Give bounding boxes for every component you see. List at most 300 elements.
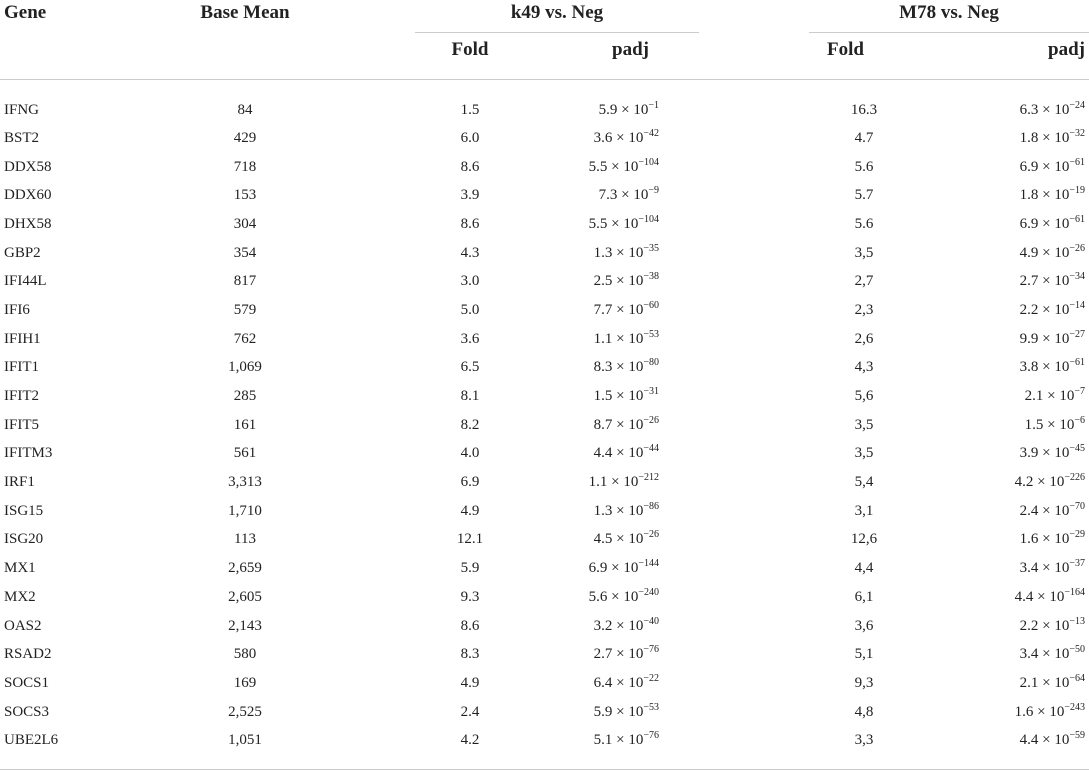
fold-m78-value: 6,1 <box>854 588 874 605</box>
spacer-cell <box>365 296 415 325</box>
gene-name: MX2 <box>4 588 36 605</box>
col-header-padj-k49: padj <box>525 33 699 80</box>
padj-k49-cell <box>525 554 699 583</box>
base-mean-cell <box>125 354 365 383</box>
spacer-cell <box>699 80 809 125</box>
base-mean-value: 1,069 <box>228 359 262 376</box>
padj-k49-mantissa: 5.6 × 10 <box>588 588 639 605</box>
padj-m78-cell <box>919 210 1089 239</box>
fold-m78-value: 4.7 <box>854 129 874 146</box>
padj-k49-exponent: −35 <box>643 242 659 254</box>
table-row <box>0 267 1089 296</box>
spacer-cell <box>365 497 415 526</box>
spacer-cell <box>699 296 809 325</box>
padj-k49-mantissa: 1.3 × 10 <box>593 244 644 261</box>
padj-k49-cell <box>525 669 699 698</box>
gene-name: IFIT1 <box>4 359 39 376</box>
fold-m78-cell <box>809 124 919 153</box>
spacer-cell <box>699 153 809 182</box>
padj-m78-cell <box>919 669 1089 698</box>
padj-k49-exponent: −38 <box>643 271 659 283</box>
padj-k49-exponent: −104 <box>638 213 659 225</box>
base-mean-value: 2,143 <box>228 617 262 634</box>
fold-k49-cell <box>415 210 525 239</box>
gene-name: IFI6 <box>4 301 30 318</box>
base-mean-cell <box>125 526 365 555</box>
base-mean-cell <box>125 296 365 325</box>
padj-m78-mantissa: 6.9 × 10 <box>1019 158 1070 175</box>
header-spacer <box>699 0 809 33</box>
padj-m78-cell <box>919 612 1089 641</box>
padj-k49-cell <box>525 354 699 383</box>
padj-k49-exponent: −9 <box>648 185 659 197</box>
padj-m78-cell <box>919 440 1089 469</box>
fold-k49-value: 6.9 <box>460 474 480 491</box>
padj-m78-cell <box>919 296 1089 325</box>
spacer-cell <box>365 153 415 182</box>
gene-cell <box>0 526 125 555</box>
padj-k49-mantissa: 5.9 × 10 <box>598 101 649 118</box>
padj-m78-mantissa: 6.9 × 10 <box>1019 215 1070 232</box>
table-row <box>0 669 1089 698</box>
padj-m78-mantissa: 4.4 × 10 <box>1014 588 1065 605</box>
table-row <box>0 612 1089 641</box>
header-row-subcolumns <box>0 33 1089 80</box>
padj-k49-cell <box>525 325 699 354</box>
fold-k49-cell <box>415 726 525 769</box>
fold-m78-value: 5.6 <box>854 215 874 232</box>
padj-k49-mantissa: 5.9 × 10 <box>593 703 644 720</box>
fold-k49-cell <box>415 497 525 526</box>
fold-m78-value: 3,5 <box>854 416 874 433</box>
gene-cell <box>0 124 125 153</box>
fold-m78-cell <box>809 554 919 583</box>
spacer-cell <box>365 554 415 583</box>
padj-k49-cell <box>525 583 699 612</box>
table-row <box>0 296 1089 325</box>
spacer-cell <box>699 267 809 296</box>
base-mean-value: 579 <box>233 301 257 318</box>
base-mean-value: 153 <box>233 187 257 204</box>
padj-m78-exponent: −29 <box>1069 529 1086 541</box>
padj-m78-exponent: −7 <box>1074 386 1086 398</box>
base-mean-cell <box>125 153 365 182</box>
gene-cell <box>0 640 125 669</box>
fold-m78-value: 3,3 <box>854 732 874 749</box>
spacer-cell <box>365 583 415 612</box>
padj-k49-exponent: −212 <box>638 472 659 484</box>
base-mean-value: 762 <box>233 330 257 347</box>
spacer-cell <box>699 468 809 497</box>
fold-k49-value: 4.0 <box>460 445 480 462</box>
fold-m78-cell <box>809 612 919 641</box>
spacer-cell <box>699 382 809 411</box>
padj-m78-exponent: −61 <box>1069 156 1086 168</box>
fold-m78-cell <box>809 325 919 354</box>
gene-cell <box>0 181 125 210</box>
base-mean-cell <box>125 468 365 497</box>
gene-name: RSAD2 <box>4 646 52 663</box>
gene-name: SOCS3 <box>4 703 50 720</box>
gene-name: ISG15 <box>4 502 44 519</box>
fold-m78-value: 3,6 <box>854 617 874 634</box>
fold-m78-value: 4,3 <box>854 359 874 376</box>
base-mean-cell <box>125 181 365 210</box>
gene-cell <box>0 554 125 583</box>
spacer-cell <box>365 239 415 268</box>
spacer-cell <box>699 583 809 612</box>
fold-k49-value: 2.4 <box>460 703 480 720</box>
gene-name: DHX58 <box>4 215 52 232</box>
padj-m78-exponent: −13 <box>1069 615 1086 627</box>
fold-k49-cell <box>415 296 525 325</box>
fold-k49-value: 3.9 <box>460 187 480 204</box>
header-empty <box>125 33 365 80</box>
padj-k49-mantissa: 8.3 × 10 <box>593 359 644 376</box>
fold-k49-cell <box>415 354 525 383</box>
padj-m78-exponent: −34 <box>1069 271 1086 283</box>
padj-m78-mantissa: 2.2 × 10 <box>1019 301 1070 318</box>
padj-m78-exponent: −70 <box>1069 500 1086 512</box>
fold-k49-cell <box>415 411 525 440</box>
padj-m78-exponent: −27 <box>1069 328 1086 340</box>
padj-k49-cell <box>525 210 699 239</box>
padj-k49-cell <box>525 698 699 727</box>
padj-m78-cell <box>919 698 1089 727</box>
table-row <box>0 80 1089 125</box>
fold-m78-cell <box>809 210 919 239</box>
fold-k49-value: 4.2 <box>460 732 480 749</box>
base-mean-cell <box>125 669 365 698</box>
fold-k49-value: 5.9 <box>460 560 480 577</box>
spacer-cell <box>699 440 809 469</box>
padj-m78-exponent: −26 <box>1069 242 1086 254</box>
padj-k49-exponent: −26 <box>643 529 659 541</box>
fold-k49-value: 1.5 <box>460 101 480 118</box>
spacer-cell <box>365 382 415 411</box>
spacer-cell <box>365 698 415 727</box>
padj-k49-exponent: −60 <box>643 299 659 311</box>
base-mean-cell <box>125 411 365 440</box>
fold-m78-cell <box>809 239 919 268</box>
gene-cell <box>0 354 125 383</box>
fold-k49-value: 9.3 <box>460 588 480 605</box>
spacer-cell <box>699 497 809 526</box>
padj-k49-cell <box>525 497 699 526</box>
fold-k49-cell <box>415 239 525 268</box>
base-mean-cell <box>125 382 365 411</box>
padj-k49-mantissa: 2.7 × 10 <box>593 646 644 663</box>
padj-m78-exponent: −243 <box>1064 701 1086 713</box>
padj-m78-exponent: −45 <box>1069 443 1086 455</box>
gene-cell <box>0 210 125 239</box>
gene-cell <box>0 296 125 325</box>
padj-m78-cell <box>919 354 1089 383</box>
padj-k49-exponent: −44 <box>643 443 659 455</box>
gene-name: MX1 <box>4 560 36 577</box>
base-mean-cell <box>125 325 365 354</box>
base-mean-cell <box>125 210 365 239</box>
base-mean-cell <box>125 80 365 125</box>
base-mean-value: 354 <box>233 244 257 261</box>
table-row <box>0 354 1089 383</box>
padj-k49-mantissa: 5.5 × 10 <box>588 158 639 175</box>
padj-k49-mantissa: 3.2 × 10 <box>593 617 644 634</box>
gene-cell <box>0 726 125 769</box>
spacer-cell <box>699 698 809 727</box>
fold-m78-value: 5.6 <box>854 158 874 175</box>
fold-m78-value: 2,6 <box>854 330 874 347</box>
fold-k49-value: 5.0 <box>460 301 480 318</box>
fold-m78-value: 4,4 <box>854 560 874 577</box>
group-header-m78: M78 vs. Neg <box>809 0 1089 33</box>
base-mean-cell <box>125 726 365 769</box>
spacer-cell <box>699 669 809 698</box>
gene-cell <box>0 411 125 440</box>
fold-m78-cell <box>809 382 919 411</box>
padj-k49-exponent: −26 <box>643 414 659 426</box>
header-row-groups <box>0 0 1089 33</box>
padj-m78-cell <box>919 497 1089 526</box>
base-mean-value: 161 <box>233 416 257 433</box>
padj-m78-mantissa: 1.6 × 10 <box>1019 531 1070 548</box>
padj-k49-cell <box>525 382 699 411</box>
padj-k49-mantissa: 6.4 × 10 <box>593 674 644 691</box>
table-row <box>0 210 1089 239</box>
spacer-cell <box>699 612 809 641</box>
header-empty <box>0 33 125 80</box>
padj-m78-exponent: −24 <box>1069 99 1086 111</box>
gene-cell <box>0 612 125 641</box>
base-mean-value: 285 <box>233 388 257 405</box>
fold-m78-value: 5,6 <box>854 388 874 405</box>
fold-m78-cell <box>809 583 919 612</box>
base-mean-value: 580 <box>233 646 257 663</box>
fold-m78-cell <box>809 296 919 325</box>
padj-m78-mantissa: 3.9 × 10 <box>1019 445 1070 462</box>
padj-k49-cell <box>525 239 699 268</box>
fold-k49-cell <box>415 640 525 669</box>
fold-m78-value: 16.3 <box>850 101 878 118</box>
table-row <box>0 640 1089 669</box>
spacer-cell <box>699 210 809 239</box>
padj-m78-mantissa: 2.2 × 10 <box>1019 617 1070 634</box>
table-row <box>0 726 1089 769</box>
gene-name: IFIT5 <box>4 416 39 433</box>
spacer-cell <box>365 526 415 555</box>
col-header-fold-m78: Fold <box>809 33 919 80</box>
gene-name: IFITM3 <box>4 445 53 462</box>
table-row <box>0 440 1089 469</box>
fold-k49-cell <box>415 80 525 125</box>
table-row <box>0 526 1089 555</box>
spacer-cell <box>699 124 809 153</box>
fold-k49-cell <box>415 468 525 497</box>
padj-m78-cell <box>919 181 1089 210</box>
fold-m78-cell <box>809 440 919 469</box>
padj-k49-exponent: −42 <box>643 127 659 139</box>
padj-k49-cell <box>525 468 699 497</box>
padj-m78-cell <box>919 468 1089 497</box>
gene-name: DDX58 <box>4 158 52 175</box>
gene-name: GBP2 <box>4 244 41 261</box>
padj-k49-exponent: −40 <box>643 615 659 627</box>
padj-k49-exponent: −53 <box>643 701 659 713</box>
padj-k49-exponent: −1 <box>648 99 659 111</box>
fold-m78-value: 2,7 <box>854 273 874 290</box>
spacer-cell <box>699 411 809 440</box>
fold-m78-cell <box>809 698 919 727</box>
gene-name: IFI44L <box>4 273 47 290</box>
padj-k49-exponent: −22 <box>643 672 659 684</box>
padj-m78-cell <box>919 583 1089 612</box>
padj-m78-exponent: −19 <box>1069 185 1086 197</box>
table-row <box>0 583 1089 612</box>
table-row <box>0 468 1089 497</box>
fold-k49-cell <box>415 583 525 612</box>
padj-m78-exponent: −59 <box>1069 730 1086 742</box>
padj-m78-mantissa: 1.8 × 10 <box>1019 129 1070 146</box>
padj-k49-mantissa: 7.7 × 10 <box>593 301 644 318</box>
base-mean-cell <box>125 612 365 641</box>
col-header-base-mean: Base Mean <box>200 2 290 23</box>
fold-k49-value: 6.0 <box>460 129 480 146</box>
padj-m78-cell <box>919 267 1089 296</box>
fold-m78-cell <box>809 181 919 210</box>
table-row <box>0 497 1089 526</box>
fold-m78-value: 5,4 <box>854 474 874 491</box>
table-body <box>0 80 1089 770</box>
padj-m78-exponent: −37 <box>1069 558 1086 570</box>
fold-m78-value: 3,5 <box>854 445 874 462</box>
padj-m78-exponent: −6 <box>1074 414 1086 426</box>
padj-k49-exponent: −144 <box>638 558 659 570</box>
fold-m78-cell <box>809 267 919 296</box>
table-row <box>0 382 1089 411</box>
fold-m78-cell <box>809 468 919 497</box>
fold-k49-value: 6.5 <box>460 359 480 376</box>
header-empty <box>699 33 809 80</box>
padj-m78-exponent: −32 <box>1069 127 1086 139</box>
padj-m78-mantissa: 9.9 × 10 <box>1019 330 1070 347</box>
fold-m78-value: 3,1 <box>854 502 874 519</box>
base-mean-cell <box>125 554 365 583</box>
base-mean-cell <box>125 698 365 727</box>
spacer-cell <box>365 726 415 769</box>
base-mean-value: 718 <box>233 158 257 175</box>
fold-k49-cell <box>415 440 525 469</box>
padj-m78-cell <box>919 124 1089 153</box>
padj-m78-exponent: −164 <box>1064 586 1086 598</box>
gene-cell <box>0 382 125 411</box>
fold-k49-cell <box>415 382 525 411</box>
fold-k49-cell <box>415 153 525 182</box>
table-row <box>0 325 1089 354</box>
base-mean-cell <box>125 583 365 612</box>
padj-m78-mantissa: 2.7 × 10 <box>1019 273 1070 290</box>
padj-k49-cell <box>525 153 699 182</box>
padj-m78-mantissa: 1.8 × 10 <box>1019 187 1070 204</box>
gene-cell <box>0 583 125 612</box>
fold-m78-cell <box>809 153 919 182</box>
gene-cell <box>0 325 125 354</box>
base-mean-value: 429 <box>233 129 257 146</box>
padj-k49-mantissa: 5.1 × 10 <box>593 732 644 749</box>
spacer-cell <box>699 640 809 669</box>
padj-m78-exponent: −61 <box>1069 213 1086 225</box>
gene-name: ISG20 <box>4 531 44 548</box>
fold-k49-value: 4.9 <box>460 674 480 691</box>
fold-m78-cell <box>809 726 919 769</box>
col-header-fold-k49: Fold <box>415 33 525 80</box>
fold-k49-cell <box>415 669 525 698</box>
padj-m78-mantissa: 3.4 × 10 <box>1019 560 1070 577</box>
padj-k49-exponent: −76 <box>643 644 659 656</box>
col-header-padj-m78: padj <box>919 33 1089 80</box>
spacer-cell <box>365 640 415 669</box>
gene-name: BST2 <box>4 129 40 146</box>
base-mean-value: 113 <box>234 531 256 548</box>
fold-m78-cell <box>809 526 919 555</box>
fold-k49-value: 4.9 <box>460 502 480 519</box>
table-row <box>0 554 1089 583</box>
padj-k49-mantissa: 1.3 × 10 <box>593 502 644 519</box>
fold-k49-cell <box>415 698 525 727</box>
base-mean-value: 561 <box>233 445 257 462</box>
padj-m78-mantissa: 3.8 × 10 <box>1019 359 1070 376</box>
padj-k49-cell <box>525 181 699 210</box>
gene-cell <box>0 239 125 268</box>
padj-k49-exponent: −86 <box>643 500 659 512</box>
gene-cell <box>0 80 125 125</box>
padj-k49-exponent: −240 <box>638 586 659 598</box>
padj-k49-cell <box>525 612 699 641</box>
base-mean-value: 2,605 <box>228 588 262 605</box>
gene-name: IFIT2 <box>4 388 39 405</box>
fold-m78-value: 9,3 <box>854 674 874 691</box>
padj-k49-mantissa: 7.3 × 10 <box>598 187 649 204</box>
padj-m78-mantissa: 2.4 × 10 <box>1019 502 1070 519</box>
gene-name: OAS2 <box>4 617 42 634</box>
fold-k49-value: 4.3 <box>460 244 480 261</box>
fold-m78-cell <box>809 354 919 383</box>
spacer-cell <box>365 440 415 469</box>
padj-k49-exponent: −104 <box>638 156 659 168</box>
padj-m78-mantissa: 2.1 × 10 <box>1019 674 1070 691</box>
gene-name: IFNG <box>4 101 40 118</box>
fold-m78-cell <box>809 80 919 125</box>
base-mean-value: 2,659 <box>228 560 262 577</box>
padj-m78-cell <box>919 554 1089 583</box>
gene-cell <box>0 698 125 727</box>
spacer-cell <box>365 325 415 354</box>
gene-cell <box>0 267 125 296</box>
gene-cell <box>0 497 125 526</box>
gene-name: UBE2L6 <box>4 732 59 749</box>
spacer-cell <box>365 210 415 239</box>
base-mean-value: 3,313 <box>228 474 262 491</box>
fold-k49-cell <box>415 554 525 583</box>
fold-k49-cell <box>415 181 525 210</box>
fold-k49-value: 8.6 <box>460 617 480 634</box>
spacer-cell <box>699 239 809 268</box>
padj-k49-exponent: −53 <box>643 328 659 340</box>
padj-m78-cell <box>919 239 1089 268</box>
padj-k49-cell <box>525 640 699 669</box>
padj-k49-mantissa: 1.5 × 10 <box>593 388 644 405</box>
fold-m78-value: 5,1 <box>854 646 874 663</box>
base-mean-value: 1,710 <box>228 502 262 519</box>
